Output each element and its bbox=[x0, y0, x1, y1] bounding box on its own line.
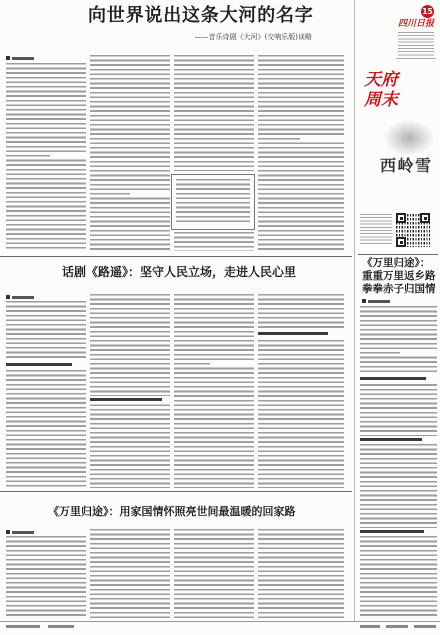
paragraph-break bbox=[400, 352, 437, 355]
bottom-body-column-3 bbox=[174, 529, 254, 619]
top-body-column-2 bbox=[90, 55, 170, 251]
middle-subheading-2 bbox=[90, 396, 170, 404]
section-divider-top bbox=[0, 256, 352, 257]
top-article-byline bbox=[6, 55, 46, 61]
subheading-bar bbox=[258, 332, 328, 335]
right-article-title-line-2: 重重万里返乡路 bbox=[362, 270, 436, 282]
middle-body-column-2 bbox=[90, 294, 170, 488]
qr-finder-pattern bbox=[396, 237, 406, 247]
top-body-column-4 bbox=[258, 55, 344, 251]
byline-square-icon bbox=[6, 56, 10, 60]
bottom-article-byline bbox=[6, 529, 46, 535]
top-sidebar-text bbox=[176, 179, 250, 225]
bottom-body-column-1 bbox=[6, 536, 86, 619]
footer-text bbox=[386, 625, 408, 628]
byline-name bbox=[368, 300, 390, 303]
top-article-title: 向世界说出这条大河的名字 bbox=[88, 5, 314, 26]
right-subheading-1 bbox=[360, 375, 437, 383]
qr-code-icon bbox=[396, 213, 430, 247]
top-sidebar-box bbox=[171, 174, 255, 230]
qr-finder-pattern bbox=[396, 213, 406, 223]
right-article-title-line-3: 拳拳赤子归国情 bbox=[362, 283, 436, 295]
qr-caption-lines bbox=[360, 214, 392, 246]
top-body-column-3 bbox=[174, 55, 254, 171]
byline-square-icon bbox=[6, 530, 10, 534]
subheading-bar bbox=[90, 398, 162, 401]
right-rail-rule bbox=[358, 254, 438, 255]
right-article-title-line-1: 《万里归途》： bbox=[362, 257, 431, 269]
middle-article-title: 话剧《路遥》：坚守人民立场，走进人民心里 bbox=[62, 265, 297, 279]
middle-article-byline bbox=[6, 294, 46, 300]
footer-text bbox=[414, 625, 436, 628]
bottom-body-column-4 bbox=[258, 529, 344, 619]
qr-finder-dot bbox=[400, 241, 403, 244]
subheading-bar bbox=[360, 377, 426, 380]
paper-name-logo: 四川日报 bbox=[398, 19, 435, 29]
paragraph-break bbox=[210, 363, 254, 366]
masthead-rule bbox=[396, 58, 436, 59]
masthead-info-lines bbox=[398, 32, 434, 56]
byline-square-icon bbox=[6, 295, 10, 299]
right-article-byline bbox=[362, 298, 402, 304]
right-subheading-2 bbox=[360, 436, 437, 444]
bottom-body-column-2 bbox=[90, 529, 170, 619]
byline-name bbox=[12, 296, 34, 299]
page-number-badge: 15 bbox=[422, 7, 433, 16]
paragraph-break bbox=[50, 155, 86, 158]
right-subheading-3 bbox=[360, 528, 437, 536]
section-divider-middle bbox=[0, 491, 352, 492]
footer-rule bbox=[0, 621, 440, 622]
supplement-logo: 天府周末 bbox=[364, 70, 398, 110]
middle-body-column-1 bbox=[6, 301, 86, 488]
paragraph-break bbox=[300, 137, 344, 140]
paragraph-break bbox=[130, 193, 170, 196]
top-article-subtitle: ——音乐诗剧《大河》(交响乐版)谈略 bbox=[194, 33, 312, 41]
qr-finder-dot bbox=[400, 217, 403, 220]
column-name: 西岭雪 bbox=[380, 156, 433, 175]
top-body-column-3-end bbox=[174, 232, 254, 251]
middle-subheading-1 bbox=[6, 361, 86, 369]
footer-text bbox=[6, 625, 40, 628]
subheading-bar bbox=[360, 530, 424, 533]
byline-square-icon bbox=[362, 299, 366, 303]
ink-wash-decoration bbox=[384, 120, 434, 156]
footer-text bbox=[48, 625, 74, 628]
qr-finder-pattern bbox=[420, 213, 430, 223]
qr-finder-dot bbox=[424, 217, 427, 220]
subheading-bar bbox=[360, 438, 422, 441]
right-rail-divider bbox=[354, 0, 355, 621]
middle-subheading-3 bbox=[258, 330, 344, 338]
subheading-bar bbox=[6, 363, 72, 366]
byline-name bbox=[12, 57, 34, 60]
middle-body-column-4 bbox=[258, 294, 344, 488]
byline-name bbox=[12, 531, 34, 534]
footer-text bbox=[360, 625, 380, 628]
bottom-article-title: 《万里归途》：用家国情怀照亮世间最温暖的回家路 bbox=[48, 505, 296, 518]
middle-body-column-3 bbox=[174, 294, 254, 488]
